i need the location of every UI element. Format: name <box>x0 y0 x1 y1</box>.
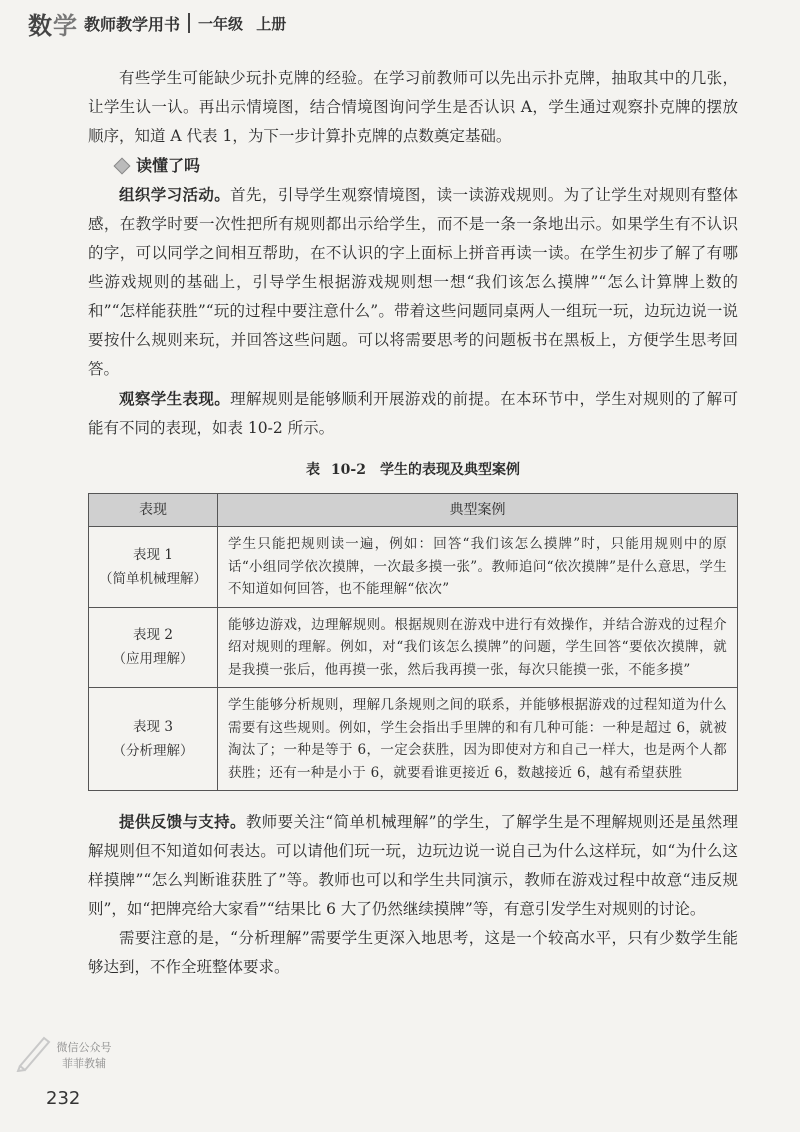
page-body <box>88 64 738 982</box>
paragraph-text: 首先，引导学生观察情境图，读一读游戏规则。为了让学生对规则有整体感，在教学时要一次性把所有规则都出示给学生，而不是一条一条地出示。如果学生有不认识的字，可以同学之间相互帮助，在不认识的字上面标上拼音再读一读。在学生初步了解了有哪些游戏规则的基础上，引导学生根据游戏规则想一想“我们该怎么摸牌”“怎么计算牌上数的和”“怎样能获胜”“玩的过程中要注意什么”。带着这些问题同桌两人一组玩一玩，边玩边说一说要按什么规则来玩，并回答这些问题。可以将需要思考的问题板书在黑板上，方便学生思考回答。 <box>88 186 738 378</box>
watermark <box>36 1040 132 1072</box>
table-row-label <box>89 527 218 608</box>
watermark-line: 微信公众号 <box>56 1041 112 1054</box>
row-label: 表现 2 <box>133 627 173 644</box>
table-row <box>89 688 738 791</box>
table-header-cell: 典型案例 <box>218 494 738 527</box>
paragraph-lead: 组织学习活动。 <box>119 185 231 204</box>
paragraph-organize <box>88 180 738 384</box>
section-heading <box>116 151 738 180</box>
row-label: 表现 3 <box>133 719 173 735</box>
table-caption: 表 10-2 学生的表现及典型案例 <box>306 462 520 478</box>
row-sublabel: （简单机械理解） <box>99 570 207 587</box>
after-table-section <box>88 807 738 982</box>
table-row-text: 学生能够分析规则，理解几条规则之间的联系，并能够根据游戏的过程知道为什么需要有这些规则。例如，学生会指出手里牌的和有几种可能：一种是超过 6，就被淘汰了；一种是等于 6，一定会获胜，因为即使对方和自己一样大，也是两个人都获胜；还有一种是小于 6，就要看谁更接近 6，数越接近 6，越有希望获胜 <box>218 688 738 791</box>
section-heading-text: 读懂了吗 <box>136 156 201 175</box>
pencil-icon <box>14 1032 54 1072</box>
table-row-text: 学生只能把规则读一遍，例如：回答“我们该怎么摸牌”时，只能用规则中的原话“小组同学依次摸牌，一次最多摸一张”。教师追问“依次摸牌”是什么意思，学生不知道如何回答，也不能理解“依次” <box>218 527 738 608</box>
row-sublabel: （应用理解） <box>112 651 194 668</box>
table-header-row <box>89 494 738 527</box>
table-row <box>89 527 738 608</box>
header-divider <box>188 13 190 33</box>
table-row-text: 能够边游戏，边理解规则。根据规则在游戏中进行有效操作，并结合游戏的过程介绍对规则的理解。例如，对“我们该怎么摸牌”的问题，学生回答“要依次摸牌，就是我摸一张后，他再摸一张，然后我再摸一张，每次只能摸一张，不能多摸” <box>218 607 738 688</box>
page-number: 232 <box>46 1088 81 1109</box>
paragraph-lead: 观察学生表现。 <box>119 389 231 408</box>
paragraph-text: 理解规则是能够顺利开展游戏的前提。在本环节中，学生对规则的了解可能有不同的表现，如表 10-2 所示。 <box>88 390 738 437</box>
paragraph-lead: 提供反馈与支持。 <box>119 812 246 831</box>
paragraph-note: 需要注意的是，“分析理解”需要学生更深入地思考，这是一个较高水平，只有少数学生能够达到，不作全班整体要求。 <box>88 929 738 976</box>
table-header-cell: 表现 <box>89 494 218 527</box>
intro-paragraph: 有些学生可能缺少玩扑克牌的经验。在学习前教师可以先出示扑克牌，抽取其中的几张，让学生认一认。再出示情境图，结合情境图询问学生是否认识 A，学生通过观察扑克牌的摆放顺序，知道 A 代表 1，为下一步计算扑克牌的点数奠定基础。 <box>88 69 738 145</box>
paragraph-observe <box>88 384 738 443</box>
table-row-label <box>89 688 218 791</box>
row-sublabel: （分析理解） <box>112 743 194 759</box>
watermark-line: 菲菲教辅 <box>62 1057 106 1070</box>
book-title: 教师教学用书 <box>84 14 181 34</box>
page-header <box>28 6 286 40</box>
cases-table <box>88 493 738 791</box>
row-label: 表现 1 <box>133 546 173 563</box>
paragraph-text: 教师要关注“简单机械理解”的学生，了解学生是不理解规则还是虽然理解规则但不知道如何表达。可以请他们玩一玩，边玩边说一说自己为什么这样玩，如“为什么这样摸牌”“怎么判断谁获胜了”等。教师也可以和学生共同演示，教师在游戏过程中故意“违反规则”，如“把牌亮给大家看”“结果比 6 大了仍然继续摸牌”等，有意引发学生对规则的讨论。 <box>88 813 738 918</box>
subject-logo: 数学 <box>28 11 78 40</box>
table-row <box>89 607 738 688</box>
grade-label: 一年级 上册 <box>198 14 287 33</box>
paragraph-feedback <box>88 807 738 924</box>
table-row-label <box>89 607 218 688</box>
diamond-icon <box>114 157 131 174</box>
